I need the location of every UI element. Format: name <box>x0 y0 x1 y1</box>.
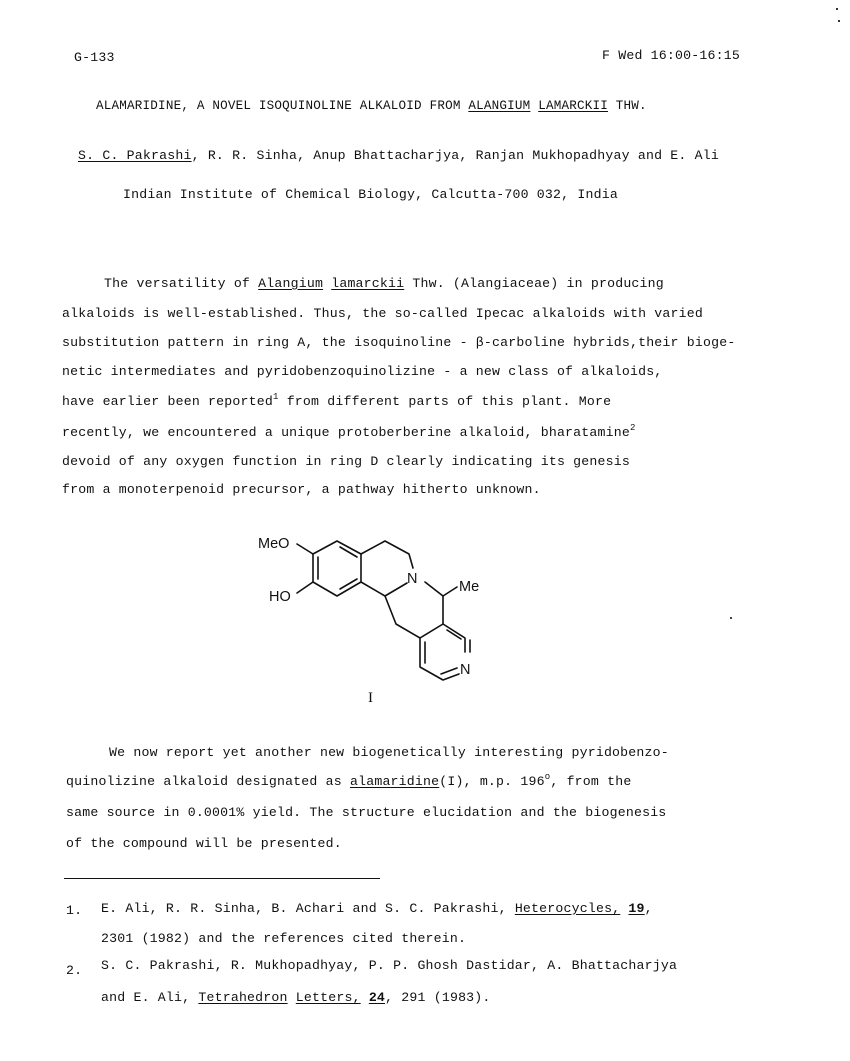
reference-1-line2: 2301 (1982) and the references cited therein. <box>101 931 467 946</box>
affiliation: Indian Institute of Chemical Biology, Calcutta-700 032, India <box>123 187 618 202</box>
abstract-id: G-133 <box>74 50 115 65</box>
para1-line8: from a monoterpenoid precursor, a pathway hitherto unknown. <box>62 482 541 497</box>
paper-title <box>96 99 647 113</box>
reference-volume: 19 <box>628 901 645 916</box>
para1-text: from different parts of this plant. More <box>278 394 612 409</box>
author-list <box>78 148 719 163</box>
reference-text: E. Ali, R. R. Sinha, B. Achari and S. C. Pakrashi, <box>101 901 515 916</box>
para2-text: quinolizine alkaloid designated as <box>66 774 350 789</box>
co-authors: , R. R. Sinha, Anup Bhattacharjya, Ranjan Mukhopadhyay and E. Ali <box>191 148 719 163</box>
methyl-label: Me <box>459 579 480 595</box>
para1-text: recently, we encountered a unique protoberberine alkaloid, bharatamine <box>62 425 630 440</box>
reference-journal: Heterocycles, <box>514 901 621 916</box>
pyridine-nitrogen-label: N <box>460 662 471 678</box>
reference-journal: Letters, <box>295 990 361 1005</box>
para1-line5 <box>62 394 611 409</box>
reference-1-line1 <box>101 901 653 916</box>
para1-line2: alkaloids is well-established. Thus, the so-called Ipecac alkaloids with varied <box>62 306 703 321</box>
title-suffix: THW. <box>608 99 647 113</box>
reference-marker: 1 <box>272 392 279 402</box>
methoxy-label: MeO <box>258 536 290 552</box>
para1-line1 <box>104 276 664 291</box>
reference-2-line2 <box>101 990 491 1005</box>
para2-line1: We now report yet another new biogenetically interesting pyridobenzo- <box>109 745 669 760</box>
reference-text: , <box>644 901 653 916</box>
para2-line4: of the compound will be presented. <box>66 836 342 851</box>
para2-text: (I), m.p. 196 <box>439 774 545 789</box>
scan-speck <box>836 8 838 10</box>
reference-text: and E. Ali, <box>101 990 199 1005</box>
presenting-author: S. C. Pakrashi <box>78 148 192 163</box>
reference-volume: 24 <box>368 990 386 1005</box>
title-genus: ALANGIUM <box>468 99 531 113</box>
quinolizine-nitrogen-label: N <box>407 571 418 587</box>
reference-marker: 2 <box>629 423 636 433</box>
para2-line3: same source in 0.0001% yield. The structure elucidation and the biogenesis <box>66 805 667 820</box>
para1-text: The versatility of <box>104 276 259 291</box>
para1-line4: netic intermediates and pyridobenzoquinolizine - a new class of alkaloids, <box>62 364 663 379</box>
para1-line3: substitution pattern in ring A, the isoquinoline - β-carboline hybrids,their bioge- <box>62 335 736 350</box>
session-time: F Wed 16:00-16:15 <box>602 48 740 63</box>
reference-text: , 291 (1983). <box>385 990 491 1005</box>
reference-2-number: 2. <box>66 963 83 978</box>
degree-sign: o <box>544 772 551 782</box>
reference-1-number: 1. <box>66 903 83 918</box>
reference-journal: Tetrahedron <box>198 990 288 1005</box>
compound-label: I <box>368 690 374 706</box>
hydroxy-label: HO <box>269 589 291 605</box>
title-text: ALAMARIDINE, A NOVEL ISOQUINOLINE ALKALOID FROM <box>96 99 469 113</box>
para2-text: , from the <box>550 774 632 789</box>
para1-text: have earlier been reported <box>62 394 273 409</box>
title-species: LAMARCKII <box>538 99 609 113</box>
reference-text <box>361 990 369 1005</box>
footnote-divider <box>64 878 380 879</box>
para1-line7: devoid of any oxygen function in ring D clearly indicating its genesis <box>62 454 630 469</box>
compound-name: alamaridine <box>349 774 440 789</box>
para2-line2 <box>66 774 631 789</box>
species-epithet: lamarckii <box>331 276 405 291</box>
scan-speck <box>730 617 732 619</box>
reference-text <box>288 990 296 1005</box>
para1-text: Thw. (Alangiaceae) in producing <box>404 276 664 291</box>
reference-2-line1: S. C. Pakrashi, R. Mukhopadhyay, P. P. Ghosh Dastidar, A. Bhattacharjya <box>101 958 678 973</box>
para1-line6 <box>62 425 636 440</box>
scan-speck <box>838 20 840 22</box>
alamaridine-structure <box>250 522 500 712</box>
species-genus: Alangium <box>258 276 324 291</box>
